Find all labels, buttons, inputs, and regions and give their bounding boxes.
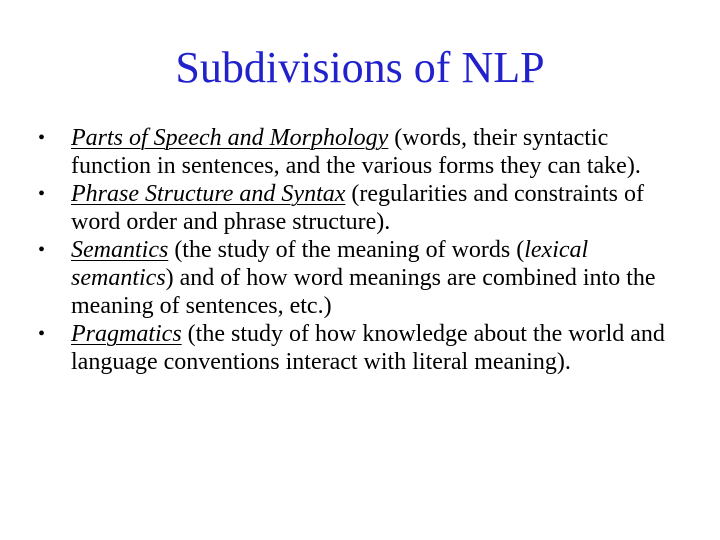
bullet-text: ) and of how word meanings are combined into the meaning of sentences, etc.)	[71, 265, 656, 319]
bullet-point: •	[38, 127, 46, 149]
bullet-text: (the study of how knowledge about the world and language conventions interact with literal meaning).	[71, 321, 665, 375]
bullet-item	[38, 124, 688, 180]
bullet-term: Pragmatics	[71, 321, 182, 347]
bullet-point: •	[38, 239, 46, 261]
bullet-item	[38, 180, 688, 236]
bullet-text: (the study of the meaning of words (	[168, 237, 525, 263]
bullet-text: (words, their syntactic function in sentences, and the various forms they can take).	[71, 125, 641, 179]
bullet-point: •	[38, 323, 46, 345]
bullet-item	[38, 236, 688, 320]
bullet-text: (regularities and constraints of word order and phrase structure).	[71, 181, 644, 235]
slide-title: Subdivisions of NLP	[175, 43, 545, 92]
bullet-term: Phrase Structure and Syntax	[71, 181, 346, 207]
bullet-term: Semantics	[71, 237, 169, 263]
bullet-list	[38, 124, 688, 376]
bullet-term: Parts of Speech and Morphology	[71, 125, 389, 151]
bullet-item	[38, 320, 688, 376]
bullet-emphasis: lexical semantics	[71, 237, 589, 291]
bullet-point: •	[38, 183, 46, 205]
